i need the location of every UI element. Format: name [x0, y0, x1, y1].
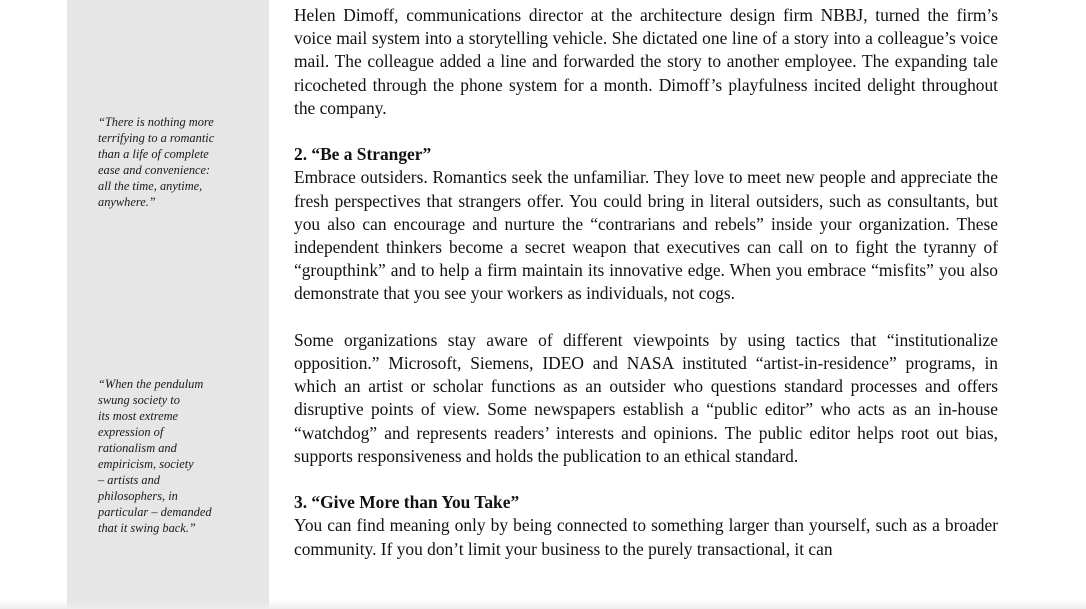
article-body	[294, 4, 998, 561]
heading-be-a-stranger: 2. “Be a Stranger”	[294, 144, 432, 165]
quote-line: particular – demanded	[98, 505, 212, 519]
quote-line: ease and convenience:	[98, 163, 211, 177]
quote-line: “When the pendulum	[98, 377, 204, 391]
quote-line: “There is nothing more	[98, 115, 214, 129]
paragraph-meaning: You can find meaning only by being connected to something larger than yourself, such as a broader community. If you don’t limit your business to the purely transactional, it can	[294, 515, 998, 559]
paragraph-embrace-outsiders: Embrace outsiders. Romantics seek the unfamiliar. They love to meet new people and appreciate the fresh perspectives that strangers offer. You could bring in literal outsiders, such as consultants, but you also can encourage and nurture the “contrarians and rebels” inside your organization. These independent thinkers become a secret weapon that executives can call on to fight the tyranny of “groupthink” and to help a firm maintain its innovative edge. When you embrace “misfits” you also demonstrate that you see your workers as individuals, not cogs.	[294, 167, 998, 304]
paragraph-dimoff: Helen Dimoff, communications director at the architecture design firm NBBJ, turned the firm’s voice mail system into a storytelling vehicle. She dictated one line of a story into a colleague’s voice mail. The colleague added a line and forwarded the story to another employee. The expanding tale ricocheted through the phone system for a month. Dimoff’s playfulness incited delight throughout the company.	[294, 5, 998, 118]
quote-line: than a life of complete	[98, 147, 209, 161]
quote-line: that it swing back.”	[98, 521, 196, 535]
quote-line: terrifying to a romantic	[98, 131, 215, 145]
quote-line: all the time, anytime,	[98, 179, 203, 193]
quote-line: – artists and	[98, 473, 160, 487]
paragraph-institutionalize-opposition: Some organizations stay aware of different viewpoints by using tactics that “institutionalize opposition.” Microsoft, Siemens, IDEO and NASA instituted “artist-in-residence” programs, in which an artist or scholar functions as an outsider who questions standard processes and offers disruptive points of view. Some newspapers establish a “public editor” who acts as an in-house “watchdog” and represents readers’ interests and opinions. The public editor helps root out bias, supports responsiveness and holds the publication to an ethical standard.	[294, 329, 998, 466]
quote-line: its most extreme	[98, 409, 179, 423]
quote-line: expression of	[98, 425, 164, 439]
quote-line: philosophers, in	[98, 489, 178, 503]
quote-line: empiricism, society	[98, 457, 194, 471]
quote-line: anywhere.”	[98, 195, 156, 209]
pull-quote-romantic	[98, 114, 248, 210]
heading-give-more: 3. “Give More than You Take”	[294, 492, 520, 513]
quote-line: rationalism and	[98, 441, 177, 455]
pull-quote-pendulum	[98, 376, 248, 536]
quote-line: swung society to	[98, 393, 180, 407]
page-bottom-edge	[0, 600, 1086, 609]
